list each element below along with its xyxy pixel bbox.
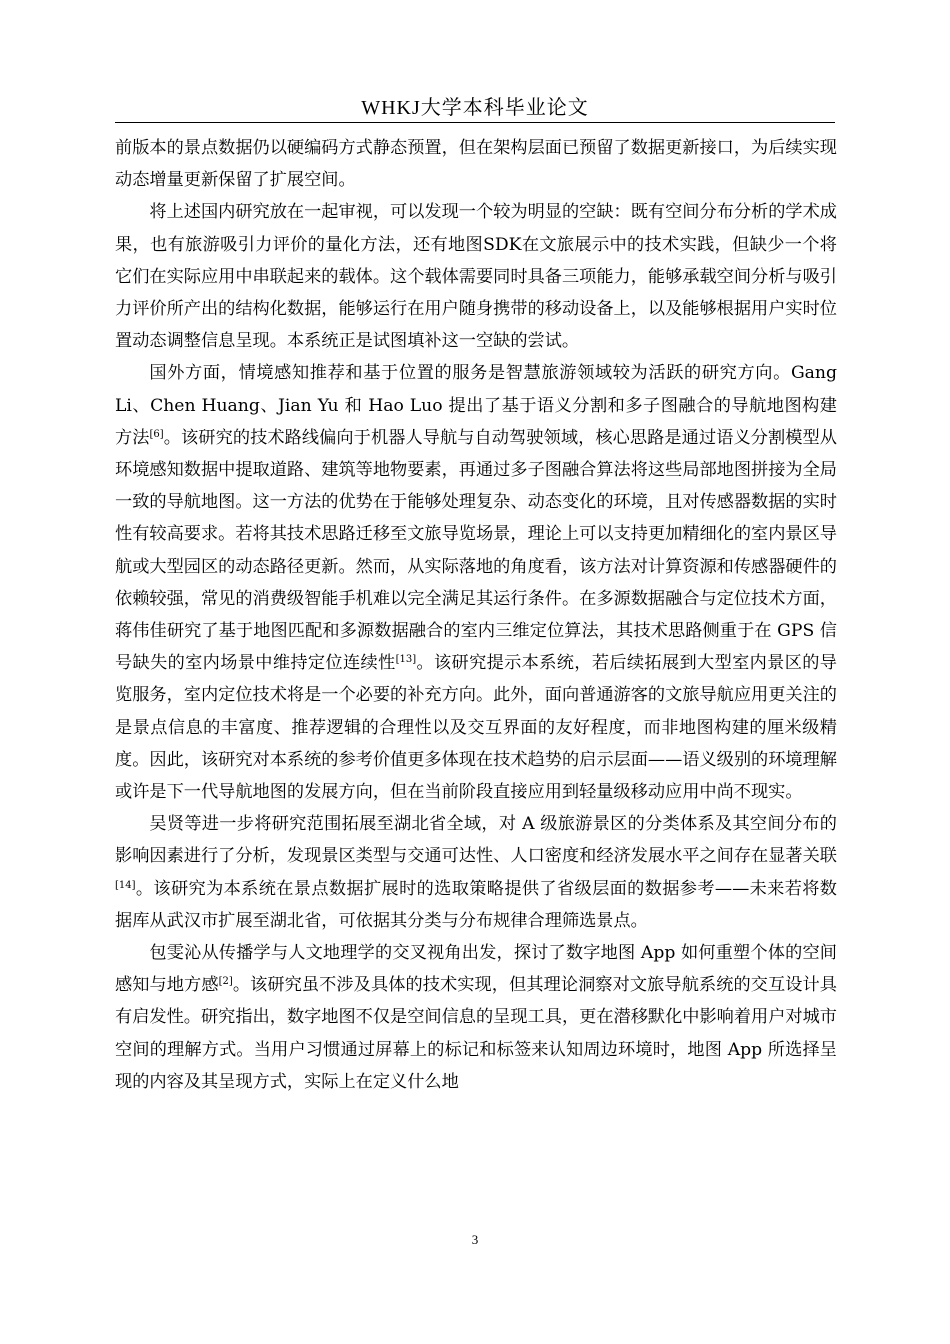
paragraph: [115, 132, 837, 196]
paragraph-text: 前版本的景点数据仍以硬编码方式静态预置，但在架构层面已预留了数据更新接口，为后续实现动态增量更新保留了扩展空间。: [115, 138, 837, 191]
body-text: [115, 132, 837, 1098]
paragraph: [115, 937, 837, 1098]
paragraph-text: 。该研究的技术路线偏向于机器人导航与自动驾驶领域，核心思路是通过语义分割模型从环境感知数据中提取道路、建筑等地物要素，再通过多子图融合算法将这些局部地图拼接为全局一致的导航地图。这一方法的优势在于能够处理复杂、动态变化的环境，且对传感器数据的实时性有较高要求。若将其技术思路迁移至文旅导览场景，理论上可以支持更加精细化的室内景区导航或大型园区的动态路径更新。然而，从实际落地的角度看，该方法对计算资源和传感器硬件的依赖较强，常见的消费级智能手机难以完全满足其运行条件。在多源数据融合与定位技术方面，蒋伟佳研究了基于地图匹配和多源数据融合的室内三维定位算法，其技术思路侧重于在 GPS 信号缺失的室内场景中维持定位连续性: [115, 427, 837, 674]
paragraph-text: 。该研究提示本系统，若后续拓展到大型室内景区的导览服务，室内定位技术将是一个必要的补充方向。此外，面向普通游客的文旅导航应用更关注的是景点信息的丰富度、推荐逻辑的合理性以及交互界面的友好程度，而非地图构建的厘米级精度。因此，该研究对本系统的参考价值更多体现在技术趋势的启示层面——语义级别的环境理解或许是下一代导航地图的发展方向，但在当前阶段直接应用到轻量级移动应用中尚不现实。: [115, 653, 837, 803]
paragraph-text: 吴贤等进一步将研究范围拓展至湖北省全域，对 A 级旅游景区的分类体系及其空间分布的影响因素进行了分析，发现景区类型与交通可达性、人口密度和经济发展水平之间存在显著关联: [115, 814, 837, 867]
citation-ref: [14]: [115, 879, 136, 891]
paragraph-text: 包雯沁从传播学与人文地理学的交叉视角出发，探讨了数字地图 App 如何重塑个体的空间感知与地方感: [115, 943, 837, 996]
header-title: 大学本科毕业论文: [420, 95, 589, 119]
page-number: 3: [471, 1232, 479, 1247]
paragraph-text: 国外方面，情境感知推荐和基于位置的服务是智慧旅游领域较为活跃的研究方向。Gang Li、Chen Huang、Jian Yu 和 Hao Luo 提出了基于语义分割和多子图融合的导航地图构建方法: [115, 363, 837, 448]
paragraph-text: 将上述国内研究放在一起审视，可以发现一个较为明显的空缺：既有空间分布分析的学术成果，也有旅游吸引力评价的量化方法，还有地图SDK在文旅展示中的技术实践，但缺少一个将它们在实际应用中串联起来的载体。这个载体需要同时具备三项能力，能够承载空间分析与吸引力评价所产出的结构化数据，能够运行在用户随身携带的移动设备上，以及能够根据用户实时位置动态调整信息呈现。本系统正是试图填补这一空缺的尝试。: [115, 202, 837, 352]
citation-ref: [6]: [149, 428, 164, 440]
header-prefix: WHKJ: [361, 97, 421, 119]
header-rule: [115, 122, 835, 123]
page-header: [115, 94, 835, 121]
citation-ref: [13]: [395, 654, 417, 666]
paragraph: [115, 808, 837, 937]
paragraph: [115, 196, 837, 357]
paragraph-text: 。该研究为本系统在景点数据扩展时的选取策略提供了省级层面的数据参考——未来若将数据库从武汉市扩展至湖北省，可依据其分类与分布规律合理筛选景点。: [115, 878, 837, 931]
paragraph: [115, 357, 837, 808]
citation-ref: [2]: [218, 976, 233, 988]
paragraph-text: 。该研究虽不涉及具体的技术实现，但其理论洞察对文旅导航系统的交互设计具有启发性。研究指出，数字地图不仅是空间信息的呈现工具，更在潜移默化中影响着用户对城市空间的理解方式。当用户习惯通过屏幕上的标记和标签来认知周边环境时，地图 App 所选择呈现的内容及其呈现方式，实际上在定义什么地: [115, 975, 837, 1092]
